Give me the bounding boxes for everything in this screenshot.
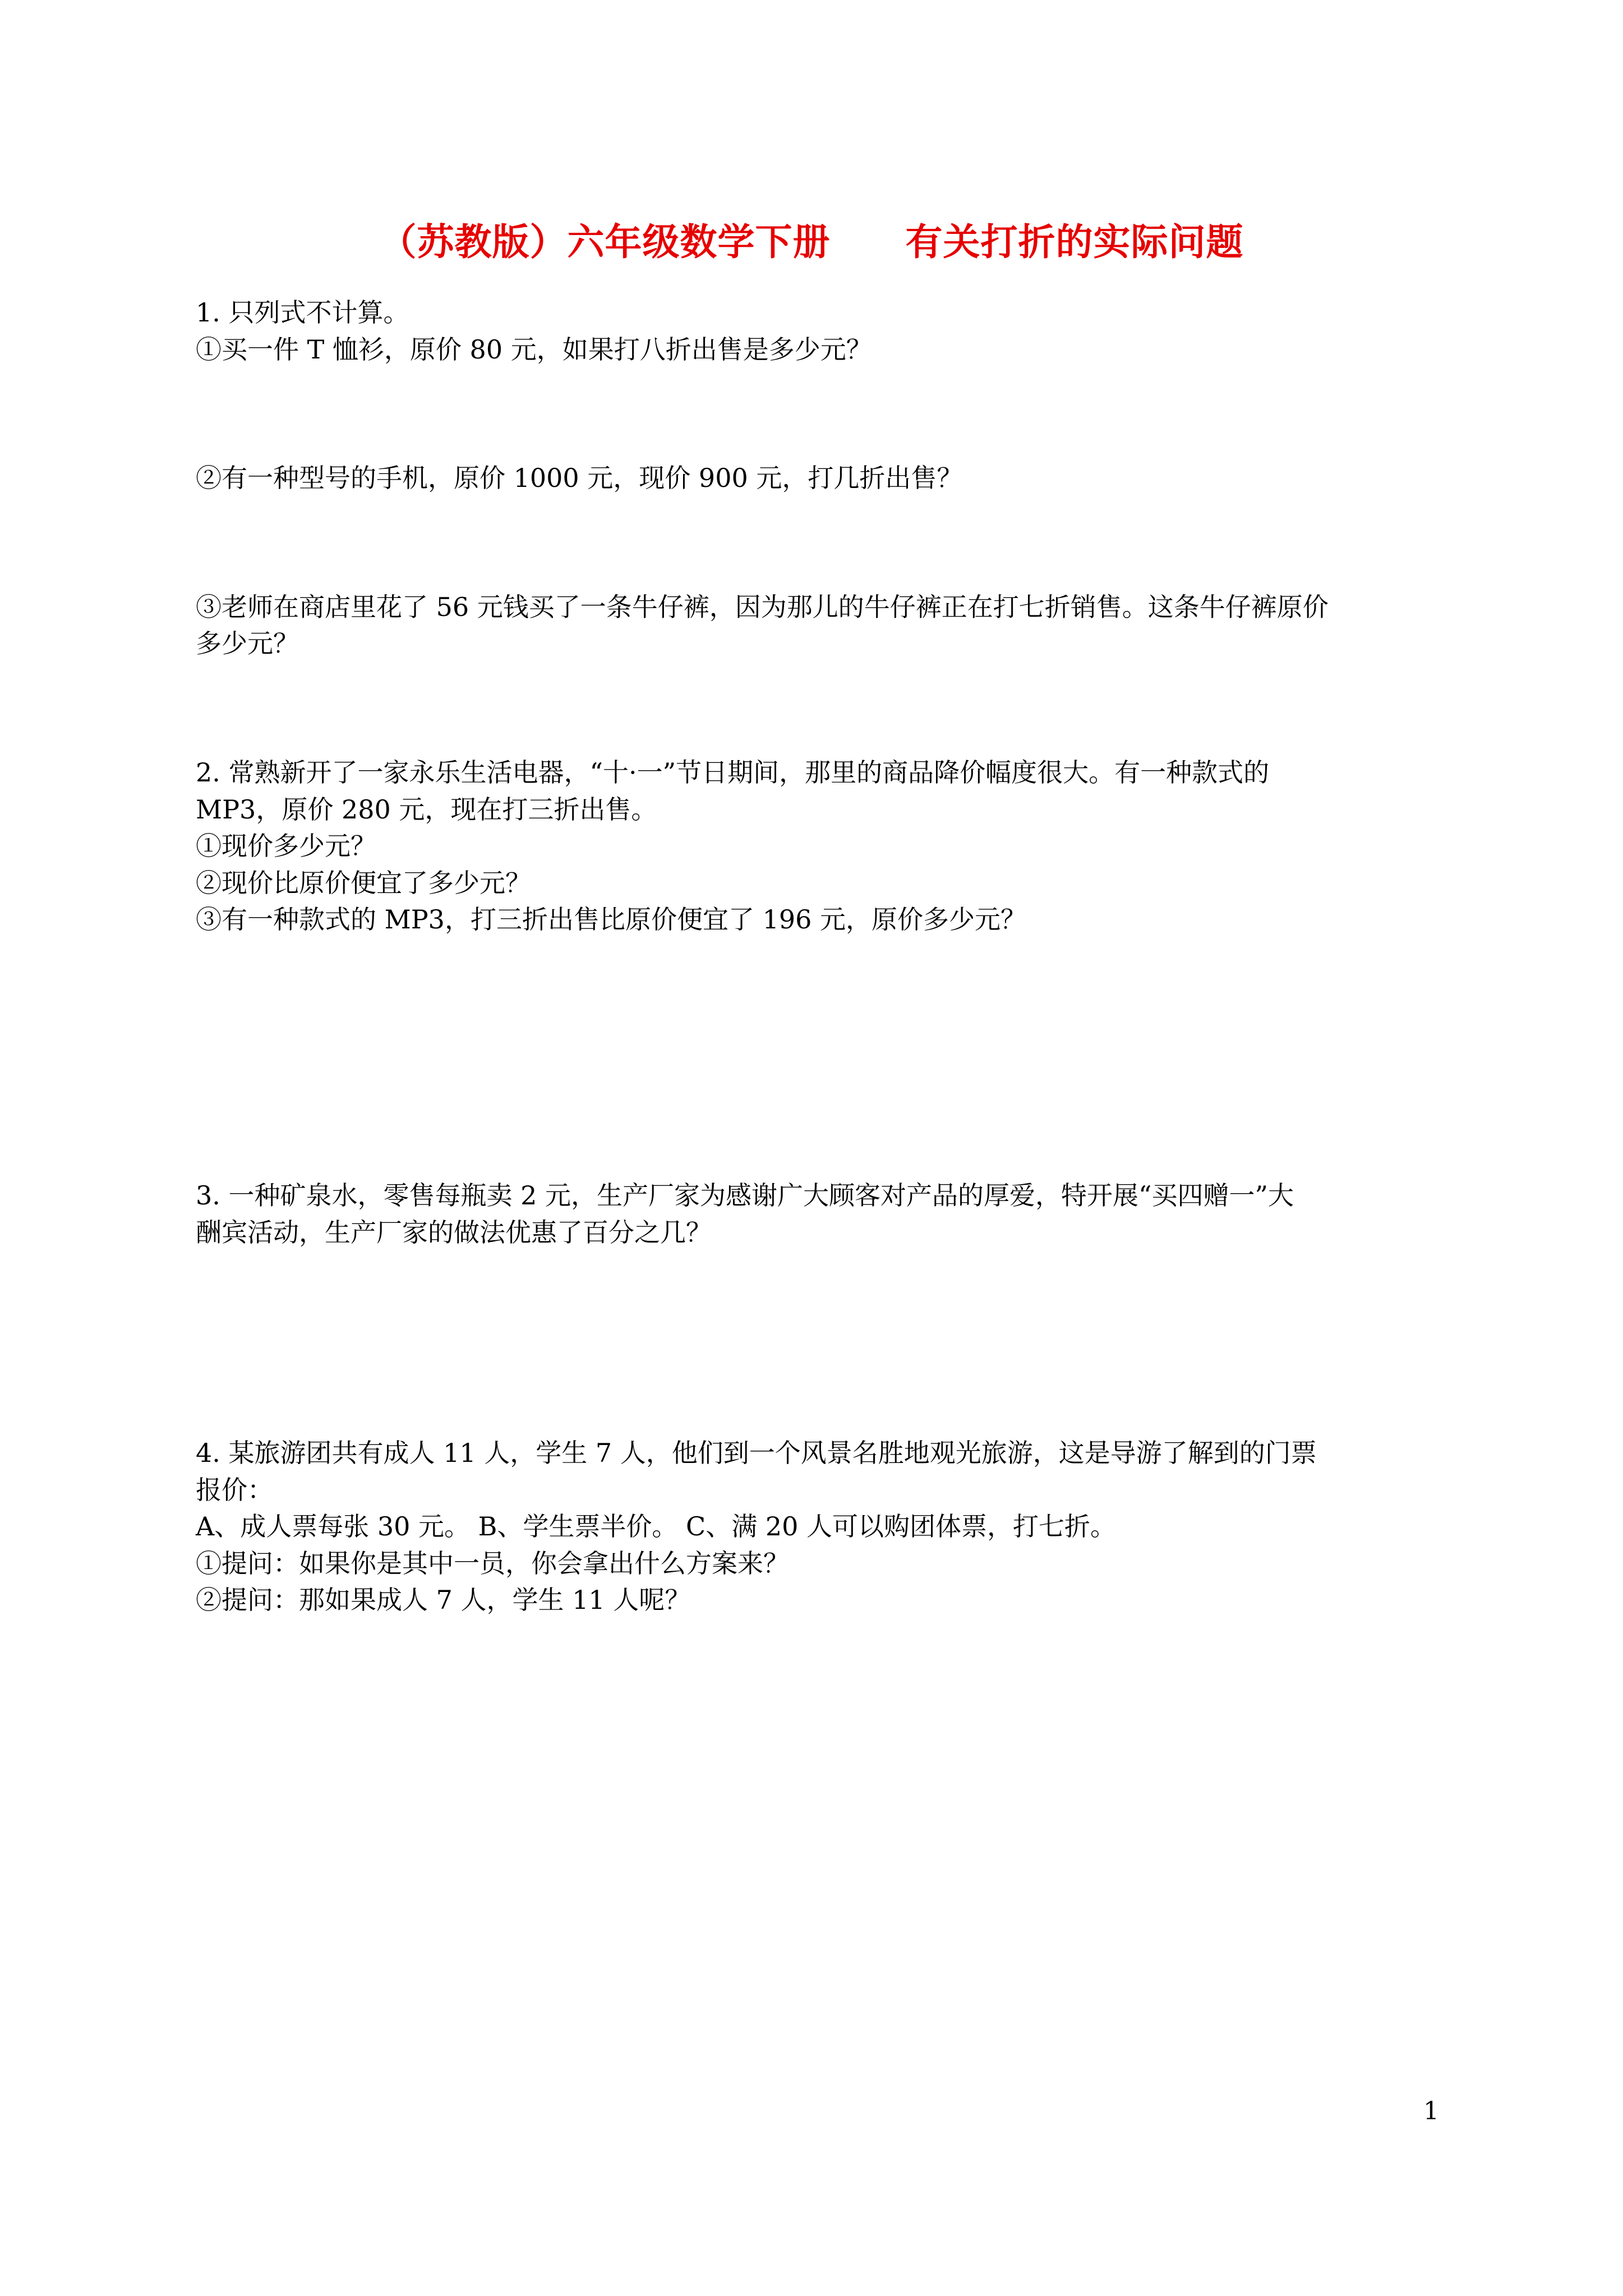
- q4-ask1: ①提问：如果你是其中一员，你会拿出什么方案来？: [196, 1548, 789, 1579]
- q2-part1: ①现价多少元？: [196, 831, 376, 861]
- q4-ask2: ②提问：那如果成人 7 人，学生 11 人呢？: [196, 1585, 691, 1615]
- q2-line1: 2. 常熟新开了一家永乐生活电器，“十·一”节日期间，那里的商品降价幅度很大。有一种款式的: [196, 757, 1270, 788]
- q1-part3-line1: ③老师在商店里花了 56 元钱买了一条牛仔裤，因为那儿的牛仔裤正在打七折销售。这条牛仔裤原价: [196, 592, 1329, 622]
- q2-line2: MP3，原价 280 元，现在打三折出售。: [196, 794, 657, 825]
- q1-part1: ①买一件 T 恤衫，原价 80 元，如果打八折出售是多少元？: [196, 334, 872, 365]
- q1-part2: ②有一种型号的手机，原价 1000 元，现价 900 元，打几折出售？: [196, 463, 963, 493]
- q4-line1: 4. 某旅游团共有成人 11 人，学生 7 人，他们到一个风景名胜地观光旅游，这是导游了解到的门票: [196, 1438, 1317, 1468]
- q4-line2: 报价：: [196, 1475, 273, 1505]
- q3-line1: 3. 一种矿泉水，零售每瓶卖 2 元，生产厂家为感谢广大顾客对产品的厚爱，特开展“买四赠一”大: [196, 1180, 1294, 1211]
- q1-part3-line2: 多少元？: [196, 628, 299, 659]
- q2-part3: ③有一种款式的 MP3，打三折出售比原价便宜了 196 元，原价多少元？: [196, 904, 1026, 935]
- page-number: 1: [1423, 2097, 1439, 2125]
- q3-line2: 酬宾活动，生产厂家的做法优惠了百分之几？: [196, 1217, 712, 1248]
- q2-part2: ②现价比原价便宜了多少元？: [196, 868, 531, 898]
- document-title: （苏教版）六年级数学下册 有关打折的实际问题: [379, 220, 1244, 264]
- q4-options: A、成人票每张 30 元。 B、学生票半价。 C、满 20 人可以购团体票，打七折。: [196, 1511, 1117, 1542]
- q1-heading: 1. 只列式不计算。: [196, 297, 409, 328]
